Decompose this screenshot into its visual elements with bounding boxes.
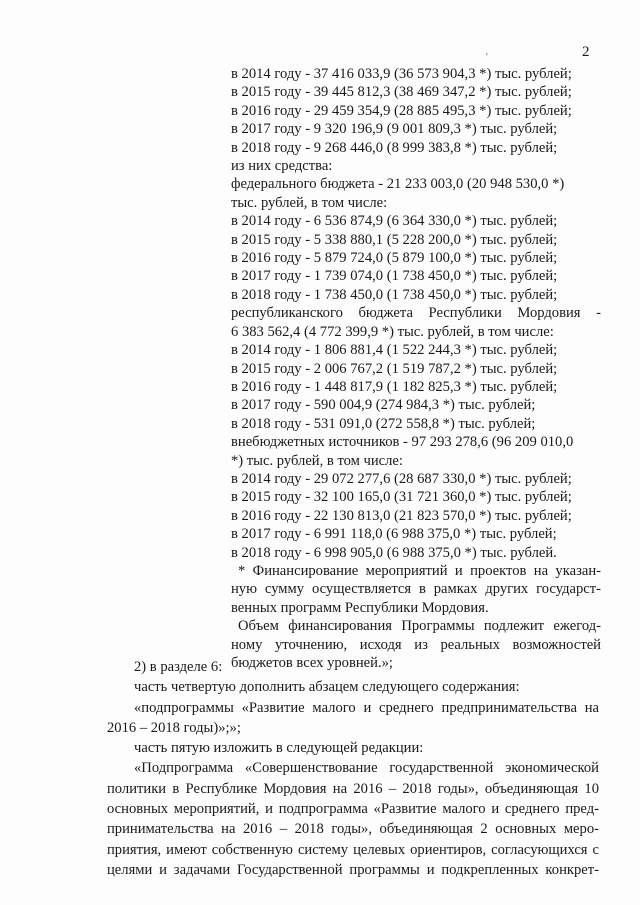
tick-mark: ' [486,52,488,63]
amendments-block [107,657,599,880]
funding-line: в 2014 году - 6 536 874,9 (6 364 330,0 *) тыс. рублей; [231,213,558,230]
funding-line: республиканского бюджета Республики Мордовия - [231,305,601,322]
paragraph-line: приятия, имеют собственную систему целевых ориентиров, согласующихся с [107,841,599,858]
funding-line: в 2015 году - 5 338 880,1 (5 228 200,0 *) тыс. рублей; [231,231,558,248]
funding-line: *) тыс. рублей, в том числе: [231,452,403,469]
quote-line: «подпрограммы «Развитие малого и среднего предпринимательства на [134,699,599,716]
page-number: 2 [582,44,590,60]
funding-line: в 2014 году - 1 806 881,4 (1 522 244,3 *) тыс. рублей; [231,342,558,359]
paragraph-line: «Подпрограмма «Совершенствование государственной экономической [134,760,599,777]
funding-line: в 2017 году - 9 320 196,9 (9 001 809,3 *) тыс. рублей; [231,121,558,138]
funding-line: в 2016 году - 29 459 354,9 (28 885 495,3 *) тыс. рублей; [231,102,572,119]
footnote-line: * Финансирование мероприятий и проектов на указан- [238,562,601,579]
funding-line: 6 383 562,4 (4 772 399,9 *) тыс. рублей, в том числе: [231,323,554,340]
funding-line: в 2015 году - 2 006 767,2 (1 519 787,2 *) тыс. рублей; [231,360,558,377]
volume-note-line: бюджетов всех уровней.»; [231,655,393,671]
funding-line: в 2018 году - 1 738 450,0 (1 738 450,0 *) тыс. рублей; [231,286,558,303]
funding-line: в 2018 году - 6 998 905,0 (6 988 375,0 *) тыс. рублей. [231,544,557,561]
funding-line: в 2015 году - 32 100 165,0 (31 721 360,0 *) тыс. рублей; [231,489,572,506]
funding-line: в 2016 году - 5 879 724,0 (5 879 100,0 *) тыс. рублей; [231,250,558,267]
funding-line: в 2014 году - 29 072 277,6 (28 687 330,0 *) тыс. рублей; [231,470,572,487]
footnote-line: ную сумму осуществляется в рамках других государст- [231,581,601,598]
funding-line: в 2017 году - 6 991 118,0 (6 988 375,0 *) тыс. рублей; [231,526,557,543]
funding-line: тыс. рублей, в том числе: [231,194,388,211]
funding-line: в 2014 году - 37 416 033,9 (36 573 904,3 *) тыс. рублей; [231,66,572,82]
funding-block [231,65,601,672]
funding-line: в 2016 году - 22 130 813,0 (21 823 570,0 *) тыс. рублей; [231,507,572,524]
funding-line: в 2017 году - 1 739 074,0 (1 738 450,0 *) тыс. рублей; [231,268,558,285]
item-heading: 2) в разделе 6: [134,659,223,675]
funding-line: федерального бюджета - 21 233 003,0 (20 948 530,0 *) [231,176,565,193]
funding-line: в 2017 году - 590 004,9 (274 984,3 *) тыс. рублей; [231,397,536,414]
paragraph-line: принимательства на 2016 – 2018 годы», объединяющая 2 основных меро- [107,821,599,838]
funding-line: из них средства: [231,158,333,175]
quote-line: 2016 – 2018 годы)»;»; [107,719,241,736]
volume-note-line: Объем финансирования Программы подлежит ежегод- [238,618,601,635]
funding-line: в 2016 году - 1 448 817,9 (1 182 825,3 *) тыс. рублей; [231,378,558,395]
paragraph-line: целями и задачами Государственной программы и подкрепленных конкрет- [107,861,599,878]
amendment-line: часть пятую изложить в следующей редакции: [134,740,424,757]
volume-note-line: ному уточнению, исходя из реальных возможностей [231,636,601,653]
footnote-line: венных программ Республики Мордовия. [231,599,489,616]
paragraph-line: основных мероприятий, и подпрограмма «Развитие малого и среднего пред- [107,801,599,818]
funding-line: в 2018 году - 9 268 446,0 (8 999 383,8 *) тыс. рублей; [231,139,558,156]
amendment-line: часть четвертую дополнить абзацем следующего содержания: [134,679,520,696]
funding-line: внебюджетных источников - 97 293 278,6 (96 209 010,0 [231,434,574,451]
funding-line: в 2015 году - 39 445 812,3 (38 469 347,2 *) тыс. рублей; [231,84,572,101]
paragraph-line: политики в Республике Мордовия на 2016 – 2018 годы», объединяющая 10 [107,780,599,797]
funding-line: в 2018 году - 531 091,0 (272 558,8 *) тыс. рублей; [231,415,536,432]
